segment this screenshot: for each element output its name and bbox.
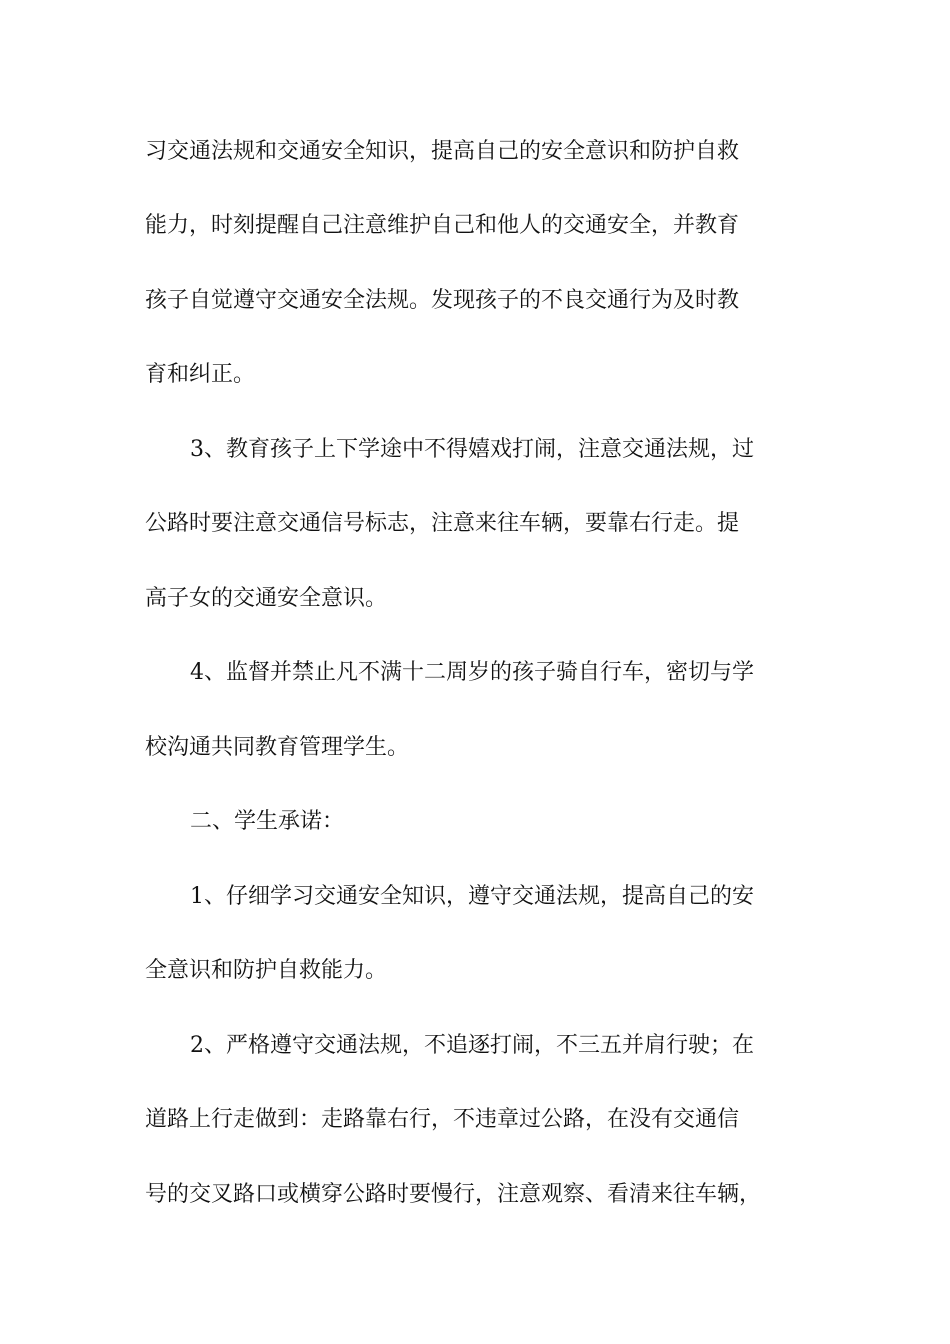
text-line: 1、仔细学习交通安全知识，遵守交通法规，提高自己的安 [190,884,754,909]
text-line: 育和纠正。 [145,362,256,387]
text-line: 校沟通共同教育管理学生。 [145,735,410,760]
text-line: 3、教育孩子上下学途中不得嬉戏打闹，注意交通法规，过 [190,437,754,462]
text-line: 2、严格遵守交通法规，不追逐打闹，不三五并肩行驶；在 [190,1033,754,1058]
text-line: 孩子自觉遵守交通安全法规。发现孩子的不良交通行为及时教 [145,288,740,313]
text-line: 道路上行走做到：走路靠右行，不违章过公路，在没有交通信 [145,1107,740,1132]
section-heading: 二、学生承诺： [190,809,345,834]
text-line: 全意识和防护自救能力。 [145,958,388,983]
text-line: 公路时要注意交通信号标志，注意来往车辆，要靠右行走。提 [145,511,740,536]
text-line: 习交通法规和交通安全知识，提高自己的安全意识和防护自救 [145,139,740,164]
text-line: 4、监督并禁止凡不满十二周岁的孩子骑自行车，密切与学 [190,660,754,685]
text-line: 高子女的交通安全意识。 [145,586,388,611]
text-line: 号的交叉路口或横穿公路时要慢行，注意观察、看清来往车辆， [145,1182,762,1207]
text-line: 能力，时刻提醒自己注意维护自己和他人的交通安全，并教育 [145,213,740,238]
